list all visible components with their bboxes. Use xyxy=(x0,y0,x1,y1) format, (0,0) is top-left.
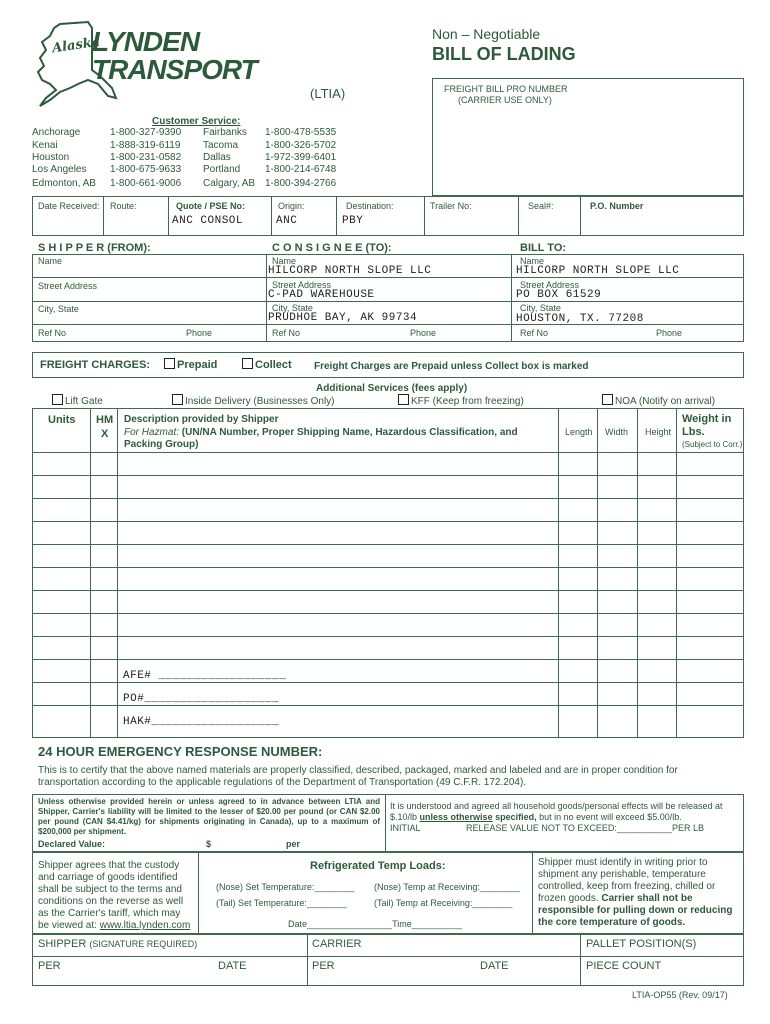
noa-option[interactable] xyxy=(602,394,715,407)
declared-value-label: Declared Value: xyxy=(38,839,106,849)
cs-city: Fairbanks xyxy=(203,127,247,138)
inside-delivery-label: Inside Delivery (Businesses Only) xyxy=(185,396,335,407)
billto-name[interactable]: HILCORP NORTH SLOPE LLC xyxy=(516,265,680,277)
pallet-positions-label[interactable]: PALLET POSITION(S) xyxy=(586,938,697,950)
tail-set-temp[interactable]: (Tail) Set Temperature:________ xyxy=(216,898,347,908)
billto-city[interactable]: HOUSTON, TX. 77208 xyxy=(516,313,644,325)
shipper-phone-label: Phone xyxy=(186,328,213,338)
inside-delivery-option[interactable] xyxy=(172,394,335,407)
cs-city: Houston xyxy=(32,152,70,163)
billto-city-label: City, State xyxy=(520,303,561,313)
noa-checkbox[interactable] xyxy=(602,394,613,405)
destination-value[interactable]: PBY xyxy=(342,215,364,227)
cs-city: Edmonton, AB xyxy=(32,178,96,189)
form-number: LTIA-OP55 (Rev. 09/17) xyxy=(632,990,728,1000)
table-row-line xyxy=(32,705,744,706)
perishable-text xyxy=(538,857,740,929)
table-row-line xyxy=(32,636,744,637)
non-negotiable: Non – Negotiable xyxy=(432,26,541,42)
table-row-line xyxy=(32,590,744,591)
quote-value[interactable]: ANC CONSOL xyxy=(172,215,244,227)
reefer-title: Refrigerated Temp Loads: xyxy=(310,860,446,872)
desc-title: Description provided by Shipper xyxy=(124,414,279,425)
shipper-sig-note: (SIGNATURE REQUIRED) xyxy=(89,939,198,949)
carrier-per-label[interactable]: PER xyxy=(312,960,335,972)
weight-header: Weight in Lbs. xyxy=(682,413,732,438)
table-row-line xyxy=(32,613,744,614)
cs-city: Tacoma xyxy=(203,140,239,151)
origin-label: Origin: xyxy=(278,201,305,211)
consignee-city-label: City, State xyxy=(272,303,313,313)
consignee-name[interactable]: HILCORP NORTH SLOPE LLC xyxy=(268,265,432,277)
liability-text: Unless otherwise provided herein or unless agreed to in advance between LTIA and Shipper, Carrier's liability will be limited to the lesser of $20.00 per pound (or CAN $2.00 per pound (CAN $4.41/kg) for shipments originating in Canada), up to a maximum of $200,000 per shipment. xyxy=(38,797,380,836)
cs-city: Anchorage xyxy=(32,127,81,138)
perishable-part-2: Carrier shall not be responsible for pulling down or reducing the core temperature of goods. xyxy=(538,893,733,928)
household-part-3: but in no event will exceed $5.00/lb. xyxy=(539,812,682,822)
hazmat-label: For Hazmat: xyxy=(124,427,180,438)
prepaid-checkbox[interactable] xyxy=(164,358,175,369)
shipper-city-label: City, State xyxy=(38,304,79,314)
freight-note: Freight Charges are Prepaid unless Collect box is marked xyxy=(314,361,589,372)
noa-label: NOA (Notify on arrival) xyxy=(615,396,716,407)
nose-recv-temp[interactable]: (Nose) Temp at Receiving:________ xyxy=(374,882,520,892)
shipper-per-label[interactable]: PER xyxy=(38,960,61,972)
logo-transport: TRANSPORT xyxy=(92,54,257,85)
table-row-line xyxy=(32,498,744,499)
ltia-website-link[interactable]: www.ltia.lynden.com xyxy=(99,920,191,931)
nose-set-temp[interactable]: (Nose) Set Temperature:________ xyxy=(216,882,355,892)
shipper-signature-label[interactable] xyxy=(38,938,197,950)
customer-service-title: Customer Service: xyxy=(152,116,241,127)
cs-phone: 1-800-327-9390 xyxy=(110,127,182,138)
kff-option[interactable] xyxy=(398,394,524,407)
hm-x: X xyxy=(101,428,109,440)
carrier-date-label[interactable]: DATE xyxy=(480,960,509,972)
cs-phone: 1-800-231-0582 xyxy=(110,152,182,163)
table-row-line xyxy=(32,682,744,683)
table-row-line xyxy=(32,475,744,476)
company-logo xyxy=(30,18,270,110)
lift-gate-option[interactable] xyxy=(52,394,103,407)
table-row-line xyxy=(32,521,744,522)
desc-hazmat xyxy=(124,427,544,451)
perishable-part-1: Shipper must identify in writing prior to shipment any perishable, temperature controlled, keep from freezing, chilled or frozen goods. xyxy=(538,857,716,904)
quote-label: Quote / PSE No: xyxy=(176,201,246,211)
cs-phone: 1-800-661-9006 xyxy=(110,178,182,189)
kff-label: KFF (Keep from freezing) xyxy=(411,396,524,407)
lift-gate-label: Lift Gate xyxy=(65,396,103,407)
cs-phone: 1-800-326-5702 xyxy=(265,140,337,151)
table-row-line xyxy=(32,544,744,545)
consignee-title: C O N S I G N E E (TO): xyxy=(272,242,392,254)
billto-street[interactable]: PO BOX 61529 xyxy=(516,289,602,301)
cs-phone: 1-888-319-6119 xyxy=(110,140,181,151)
carrier-signature-label[interactable]: CARRIER xyxy=(312,938,362,950)
declared-per: per xyxy=(286,839,301,849)
carrier-use-label: (CARRIER USE ONLY) xyxy=(458,95,552,105)
shipper-name-label: Name xyxy=(38,256,63,266)
billto-title: BILL TO: xyxy=(520,242,567,254)
collect-checkbox[interactable] xyxy=(242,358,253,369)
seal-label: Seal#: xyxy=(528,201,554,211)
cs-phone: 1-800-478-5535 xyxy=(265,127,337,138)
cs-city: Kenai xyxy=(32,140,58,151)
consignee-street[interactable]: C-PAD WAREHOUSE xyxy=(268,289,375,301)
cs-phone: 1-800-675-9633 xyxy=(110,164,182,175)
shipper-title: S H I P P E R (FROM): xyxy=(38,242,151,254)
consignee-name-label: Name xyxy=(272,256,297,266)
po-number-label: P.O. Number xyxy=(590,201,644,211)
width-header: Width xyxy=(605,427,629,437)
collect-label: Collect xyxy=(255,359,292,371)
table-row-line xyxy=(32,659,744,660)
weight-note: (Subject to Corr.) xyxy=(682,440,743,449)
consignee-street-label: Street Address xyxy=(272,280,332,290)
afe-line[interactable]: AFE# __________________ xyxy=(123,670,287,682)
custody-text xyxy=(38,860,194,932)
logo-script: Alaska xyxy=(51,34,102,57)
billto-street-label: Street Address xyxy=(520,280,580,290)
shipper-ref-label: Ref No xyxy=(38,328,67,338)
household-part-1: It is understood and agreed all household goods/personal effects will be released at $.10/lb xyxy=(390,801,723,822)
po-line[interactable]: PO#___________________ xyxy=(123,693,280,705)
hak-line[interactable]: HAK#__________________ xyxy=(123,716,280,728)
hm-header: HM xyxy=(96,414,114,426)
declared-dollar: $ xyxy=(206,839,212,849)
table-row-line xyxy=(32,452,744,453)
units-header: Units xyxy=(48,414,76,426)
cs-city: Dallas xyxy=(203,152,231,163)
trailer-label: Trailer No: xyxy=(430,201,472,211)
tail-recv-temp[interactable]: (Tail) Temp at Receiving:________ xyxy=(374,898,513,908)
cs-phone: 1-800-214-6748 xyxy=(265,164,337,175)
initial-label: INITIAL xyxy=(390,823,421,833)
release-value-label: RELEASE VALUE NOT TO EXCEED:___________PER LB xyxy=(466,823,704,833)
date-received-label: Date Received: xyxy=(38,201,100,211)
lift-gate-checkbox[interactable] xyxy=(52,394,63,405)
consignee-phone-label: Phone xyxy=(410,328,437,338)
cs-city: Portland xyxy=(203,164,241,175)
origin-value[interactable]: ANC xyxy=(276,215,298,227)
prepaid-label: Prepaid xyxy=(177,359,218,371)
inside-delivery-checkbox[interactable] xyxy=(172,394,183,405)
doc-title: BILL OF LADING xyxy=(432,44,576,64)
household-underline: unless otherwise xyxy=(419,812,493,822)
kff-checkbox[interactable] xyxy=(398,394,409,405)
ltia-label: (LTIA) xyxy=(310,86,346,101)
cs-city: Los Angeles xyxy=(32,164,87,175)
destination-label: Destination: xyxy=(346,201,394,211)
hazmat-text: (UN/NA Number, Proper Shipping Name, Hazardous Classification, and Packing Group) xyxy=(124,427,518,450)
piece-count-label[interactable]: PIECE COUNT xyxy=(586,960,662,972)
billto-name-label: Name xyxy=(520,256,545,266)
services-title: Additional Services (fees apply) xyxy=(316,383,468,394)
collect-option[interactable] xyxy=(242,358,292,371)
custody-terms: Shipper agrees that the custody and carriage of goods identified shall be subject to the terms and conditions on the reverse as well as the Carrier's tariff, which may be viewed at: xyxy=(38,860,184,931)
certify-text: This is to certify that the above named materials are properly classified, described, packaged, marked and labeled and are in proper condition for transportation according to the applicable regulations of the Department of Transportation (49 C.F.R. 172.204). xyxy=(38,765,678,788)
cs-phone: 1-972-399-6401 xyxy=(265,152,337,163)
shipper-street-label: Street Address xyxy=(38,281,98,291)
length-header: Length xyxy=(565,427,593,437)
logo-lynden: LYNDEN xyxy=(92,26,200,57)
cs-city: Calgary, AB xyxy=(203,178,256,189)
height-header: Height xyxy=(645,427,672,437)
shipper-date-label[interactable]: DATE xyxy=(218,960,247,972)
household-text xyxy=(390,801,740,823)
billto-ref-label: Ref No xyxy=(520,328,549,338)
consignee-ref-label: Ref No xyxy=(272,328,301,338)
consignee-city[interactable]: PRUDHOE BAY, AK 99734 xyxy=(268,312,418,324)
route-label: Route: xyxy=(110,201,137,211)
cs-phone: 1-800-394-2766 xyxy=(265,178,337,189)
emergency-title: 24 HOUR EMERGENCY RESPONSE NUMBER: xyxy=(38,744,323,759)
household-part-2: specified, xyxy=(495,812,537,822)
reefer-date-time[interactable]: Date_________________Time__________ xyxy=(288,919,462,929)
billto-phone-label: Phone xyxy=(656,328,683,338)
table-row-line xyxy=(32,567,744,568)
shipper-sig: SHIPPER xyxy=(38,938,87,950)
prepaid-option[interactable] xyxy=(164,358,217,371)
freight-charges-label: FREIGHT CHARGES: xyxy=(40,359,150,371)
freight-bill-label: FREIGHT BILL PRO NUMBER xyxy=(444,84,568,94)
